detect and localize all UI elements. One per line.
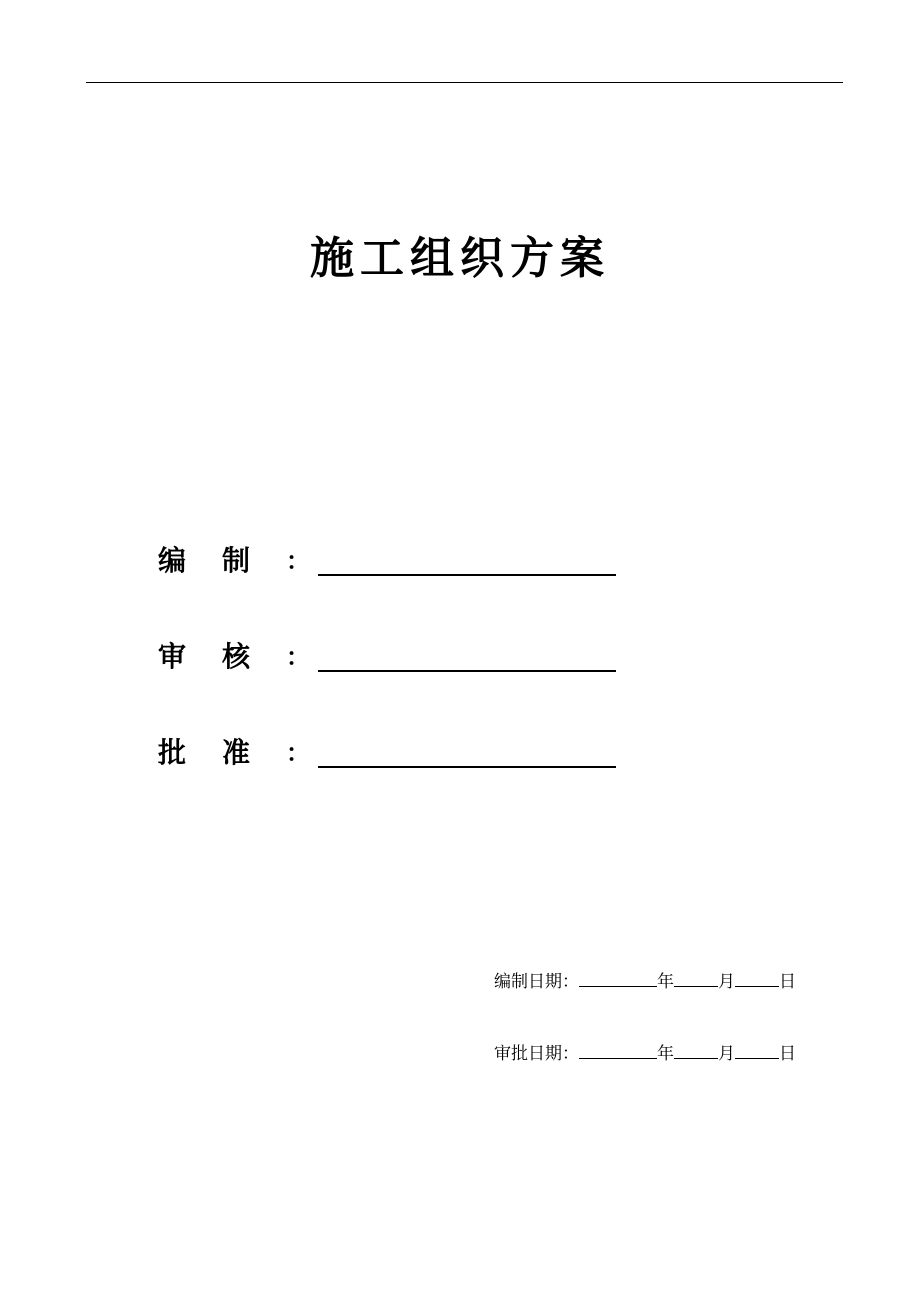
month-unit: 月 (718, 972, 735, 992)
signature-colon: ： (286, 547, 310, 575)
document-title: 施工组织方案 (310, 233, 610, 284)
signature-label-char: 核 (222, 640, 251, 673)
date-label: 编制日期： (494, 972, 579, 992)
signature-colon: ： (286, 739, 310, 767)
year-blank[interactable] (579, 1042, 657, 1059)
year-blank[interactable] (579, 970, 657, 987)
signature-row-reviewer (158, 640, 616, 674)
signature-colon: ： (286, 643, 310, 671)
date-label: 审批日期： (494, 1044, 579, 1064)
signature-label-char: 编 (158, 544, 187, 577)
signature-label-char: 批 (158, 736, 187, 769)
day-unit: 日 (779, 1044, 796, 1064)
day-blank[interactable] (735, 1042, 779, 1059)
year-unit: 年 (657, 1044, 674, 1064)
month-blank[interactable] (674, 970, 718, 987)
day-unit: 日 (779, 972, 796, 992)
month-unit: 月 (718, 1044, 735, 1064)
day-blank[interactable] (735, 970, 779, 987)
signature-row-compiler (158, 544, 616, 578)
signature-line[interactable] (318, 766, 616, 768)
signature-line[interactable] (318, 574, 616, 576)
approval-date-row (494, 1042, 796, 1065)
signature-line[interactable] (318, 670, 616, 672)
compile-date-row (494, 970, 796, 993)
signature-label-char: 审 (158, 640, 187, 673)
month-blank[interactable] (674, 1042, 718, 1059)
signature-row-approver (158, 736, 616, 770)
signature-label-char: 准 (222, 736, 251, 769)
signature-label-char: 制 (222, 544, 251, 577)
year-unit: 年 (657, 972, 674, 992)
header-rule (86, 82, 843, 83)
